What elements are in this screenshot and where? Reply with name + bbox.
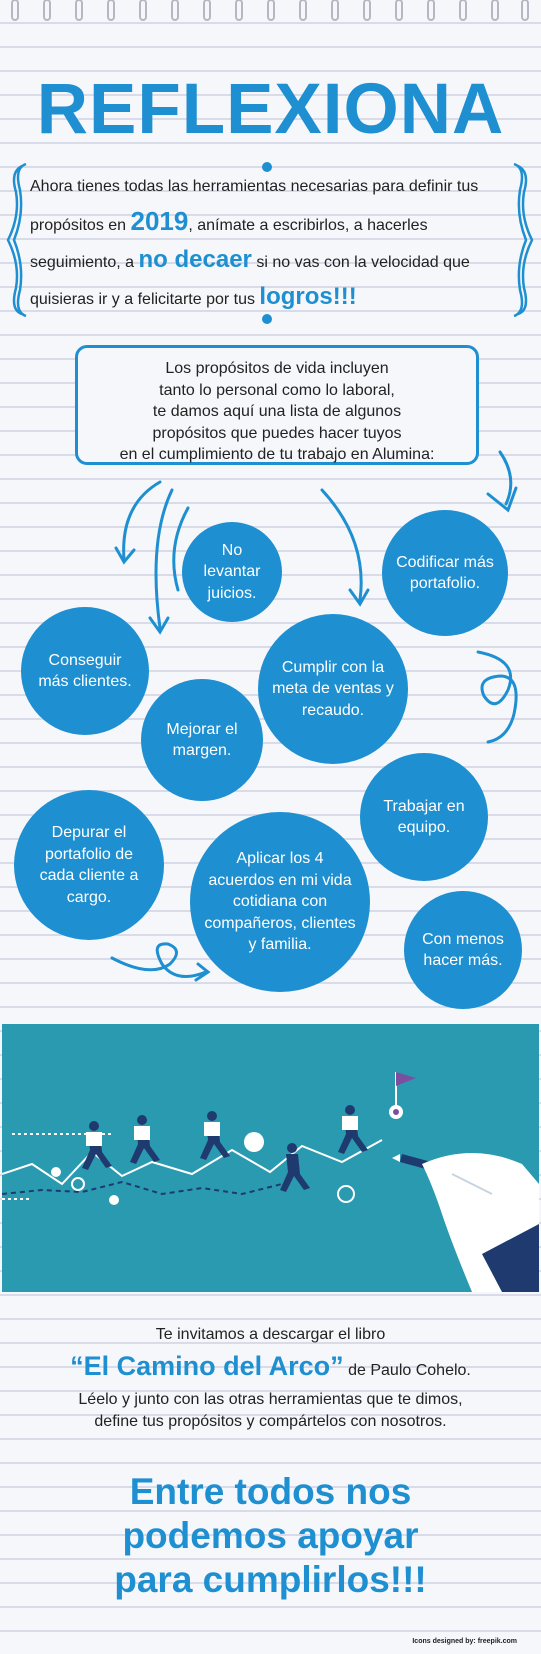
closing-line: podemos apoyar <box>122 1515 419 1556</box>
box-line: en el cumplimiento de tu trabajo en Alumina: <box>119 446 435 463</box>
page-title: REFLEXIONA <box>36 70 505 149</box>
read-paragraph <box>0 1389 541 1433</box>
spiral-binding <box>0 0 541 28</box>
goal-circle-codificar: Codificar más portafolio. <box>382 510 508 636</box>
intro-text-2: , anímate a escribirlos, a hacerles seguimiento, a <box>30 217 428 271</box>
invite-text: Te invitamos a descargar el libro <box>155 1326 386 1343</box>
runners-illustration <box>2 1024 539 1292</box>
intro-text-1: Ahora tienes todas las herramientas necesarias para definir tus propósitos en <box>30 178 479 234</box>
goal-circle-conseguir: Conseguir más clientes. <box>21 607 149 735</box>
purposes-box <box>75 345 479 465</box>
goal-circle-depurar: Depurar el portafolio de cada cliente a cargo. <box>14 790 164 940</box>
logros-highlight: logros!!! <box>259 283 357 310</box>
closing-message <box>0 1470 541 1602</box>
goal-circle-no-levantar: No levantar juicios. <box>182 522 282 622</box>
read-line: Léelo y junto con las otras herramientas que te dimos, <box>78 1391 463 1408</box>
box-line: Los propósitos de vida incluyen <box>165 360 389 377</box>
book-line <box>0 1351 541 1382</box>
intro-paragraph <box>30 170 515 317</box>
closing-line: para cumplirlos!!! <box>114 1559 427 1600</box>
goal-circle-con-menos: Con menos hacer más. <box>404 891 522 1009</box>
goal-circle-cumplir: Cumplir con la meta de ventas y recaudo. <box>258 614 408 764</box>
icons-credit: Icons designed by: freepik.com <box>412 1638 517 1645</box>
progress-illustration <box>2 1024 539 1292</box>
intro-text-3: si no vas con la velocidad que quisieras ir y a felicitarte por tus <box>30 254 470 308</box>
goal-circle-trabajar: Trabajar en equipo. <box>360 753 488 881</box>
year-highlight: 2019 <box>130 206 189 236</box>
goal-circle-mejorar: Mejorar el margen. <box>141 679 263 801</box>
goal-circle-aplicar: Aplicar los 4 acuerdos en mi vida cotidiana con compañeros, clientes y familia. <box>190 812 370 992</box>
box-line: propósitos que puedes hacer tuyos <box>152 424 402 442</box>
no-decaer-highlight: no decaer <box>138 246 252 273</box>
box-line: te damos aquí una lista de algunos <box>152 403 402 420</box>
book-author: de Paulo Cohelo. <box>343 1362 471 1379</box>
closing-line: Entre todos nos <box>129 1471 412 1512</box>
read-line: define tus propósitos y compártelos con nosotros. <box>94 1413 447 1430</box>
box-line: tanto lo personal como lo laboral, <box>159 381 395 399</box>
book-title: “El Camino del Arco” <box>70 1351 344 1381</box>
